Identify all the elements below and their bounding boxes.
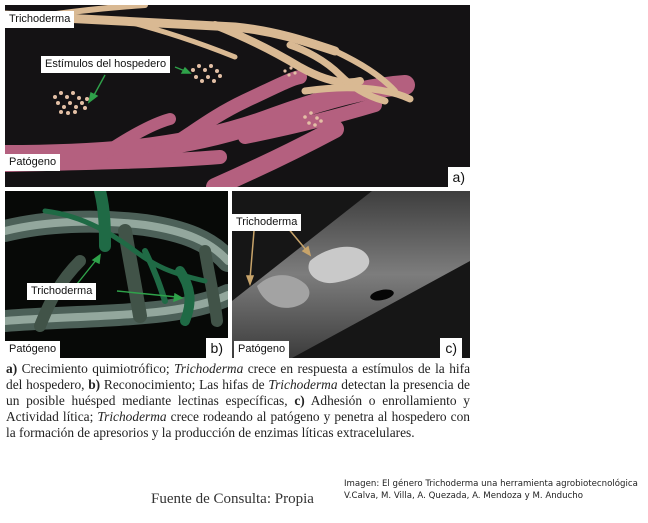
- caption-b-species: Trichoderma: [268, 377, 338, 392]
- image-credit-line-2: V.Calva, M. Villa, A. Quezada, A. Mendoza y M. Anducho: [344, 491, 583, 501]
- caption-b-text-2: detectan la presencia de un posible huésped mediante lectinas específicas,: [6, 377, 470, 408]
- panel-a-trichoderma-label: Trichoderma: [5, 11, 74, 28]
- panel-a-corner-label: a): [448, 167, 470, 187]
- panel-b-patogeno-label: Patógeno: [5, 341, 60, 358]
- image-credit: [344, 478, 644, 502]
- panel-c-corner-label: c): [440, 338, 462, 358]
- pathogen-hyphae: [5, 77, 405, 187]
- figure-caption: [6, 361, 470, 441]
- caption-c-species: Trichoderma: [97, 409, 167, 424]
- caption-b-marker: b): [88, 377, 101, 392]
- panel-a-illustration: [5, 5, 470, 187]
- caption-a-species: Trichoderma: [174, 361, 244, 376]
- panel-b-trichoderma-label: Trichoderma: [27, 283, 96, 300]
- panel-c-trichoderma-label: Trichoderma: [232, 214, 301, 231]
- panel-a: [5, 5, 470, 187]
- panel-c-patogeno-label: Patógeno: [234, 341, 289, 358]
- panel-a-estimulos-label: Estímulos del hospedero: [41, 56, 170, 73]
- caption-a-marker: a): [6, 361, 18, 376]
- panel-b-corner-label: b): [206, 338, 228, 358]
- caption-c-text-1: Adhesión o enrollamiento y Actividad lítica;: [6, 393, 470, 424]
- panel-b-illustration: [5, 191, 228, 358]
- caption-a-text-2: crece en respuesta a estímulos de la hifa del hospedero,: [6, 361, 471, 392]
- caption-b-text-1: Reconocimiento; Las hifas de: [100, 377, 269, 392]
- caption-c-text-2: crece rodeando al patógeno y penetra al hospedero con la formación de apresorios y la producción de enzimas líticas extracelulares.: [6, 409, 470, 440]
- caption-c-marker: c): [294, 393, 305, 408]
- panel-c: [232, 191, 470, 358]
- caption-a-text-1: Crecimiento quimiotrófico;: [17, 361, 175, 376]
- panel-b: [5, 191, 228, 358]
- image-credit-line-1: Imagen: El género Trichoderma una herramienta agrobiotecnológica: [344, 479, 638, 489]
- source-note: Fuente de Consulta: Propia: [151, 491, 314, 507]
- panel-a-patogeno-label: Patógeno: [5, 154, 60, 171]
